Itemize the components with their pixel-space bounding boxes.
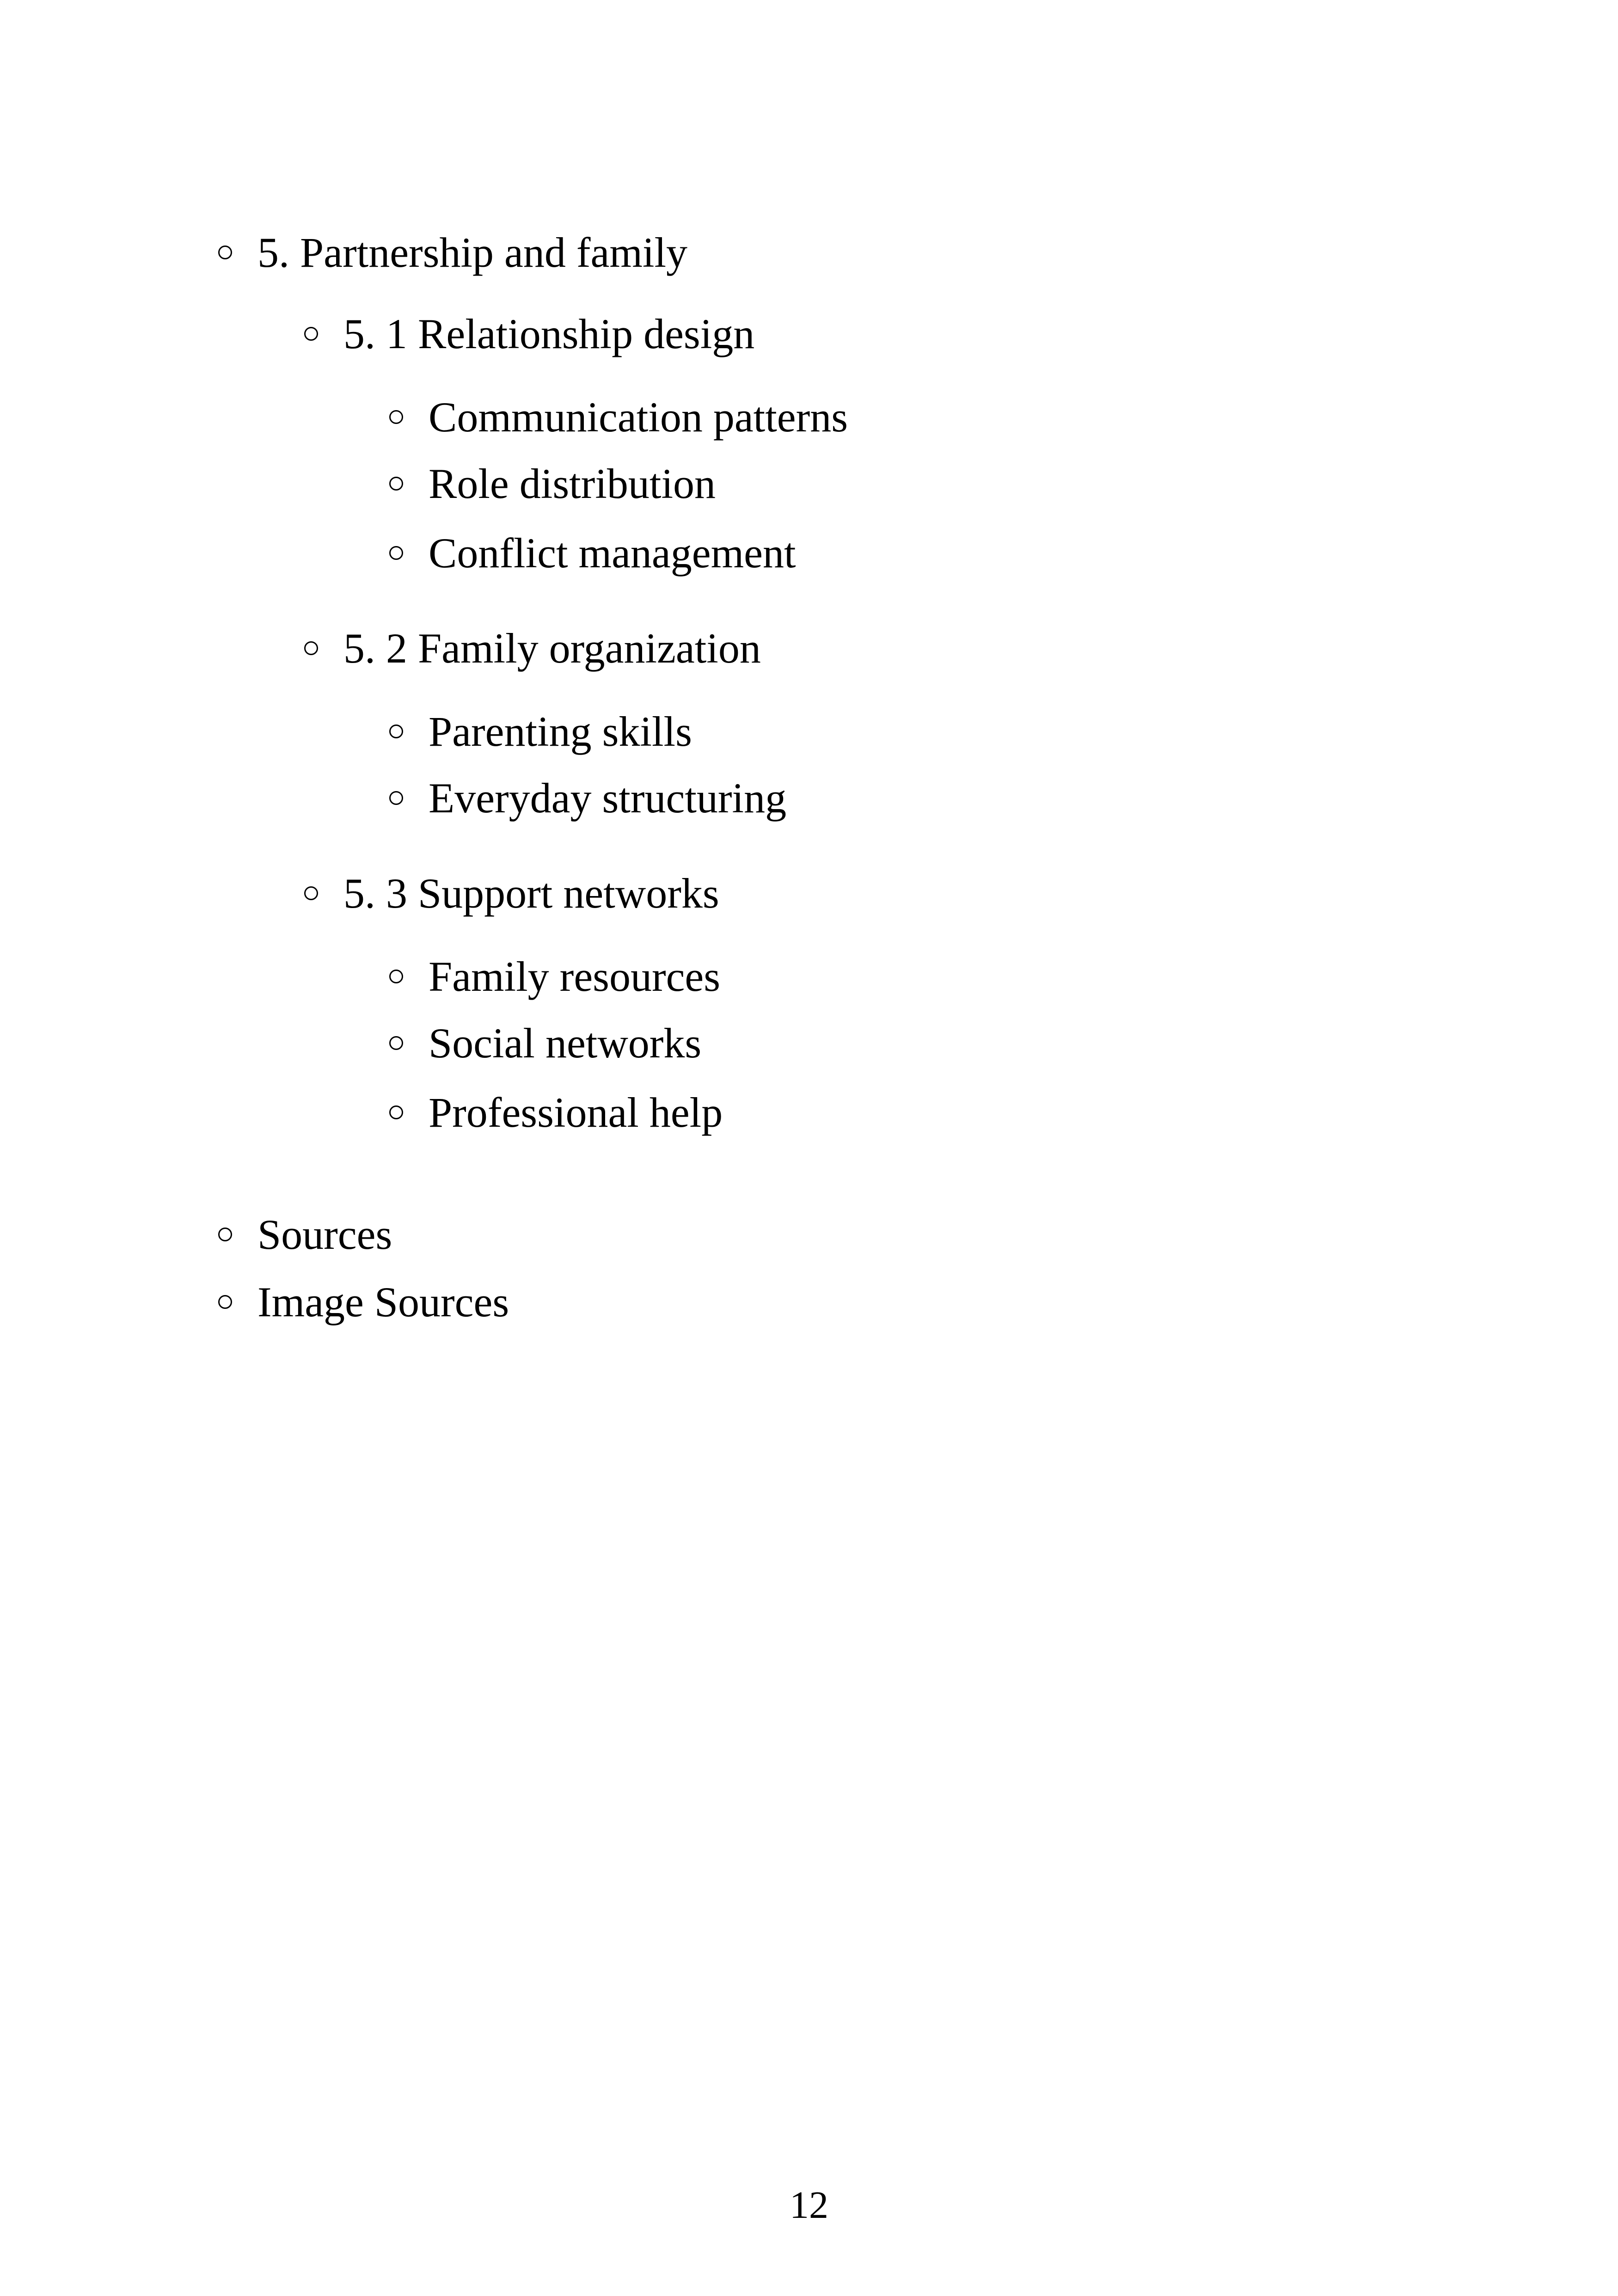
hollow-circle-bullet-icon [389, 546, 403, 560]
outline-item-label: Image Sources [257, 1278, 509, 1326]
outline-item-social-networks[interactable] [389, 1019, 702, 1067]
hollow-circle-bullet-icon [304, 886, 318, 900]
hollow-circle-bullet-icon [389, 410, 403, 424]
outline-item-section-5-2[interactable] [304, 625, 761, 672]
outline-item-communication-patterns[interactable] [389, 393, 848, 441]
hollow-circle-bullet-icon [389, 724, 403, 738]
outline-item-label: Communication patterns [429, 393, 848, 441]
hollow-circle-bullet-icon [218, 1295, 232, 1309]
outline-item-label: Parenting skills [429, 708, 692, 755]
hollow-circle-bullet-icon [389, 1105, 403, 1119]
outline-item-label: Social networks [429, 1019, 702, 1067]
outline-item-label: 5. Partnership and family [257, 229, 688, 276]
outline-item-section-5[interactable] [218, 231, 687, 274]
outline-item-label: Everyday structuring [429, 774, 787, 822]
outline-item-label: Professional help [429, 1089, 723, 1136]
page-number: 12 [790, 2184, 828, 2227]
outline-item-conflict-management[interactable] [389, 529, 796, 577]
outline-item-sources[interactable] [218, 1213, 392, 1256]
outline-item-label: Conflict management [429, 529, 796, 577]
outline-item-label: Sources [257, 1211, 392, 1258]
outline-item-image-sources[interactable] [218, 1278, 509, 1326]
outline-item-label: 5. 3 Support networks [343, 870, 719, 917]
hollow-circle-bullet-icon [218, 246, 232, 259]
outline-item-role-distribution[interactable] [389, 462, 716, 505]
outline-item-everyday-structuring[interactable] [389, 774, 787, 822]
hollow-circle-bullet-icon [389, 970, 403, 983]
outline-item-professional-help[interactable] [389, 1091, 723, 1134]
hollow-circle-bullet-icon [218, 1228, 232, 1241]
outline-item-label: 5. 1 Relationship design [343, 310, 755, 357]
hollow-circle-bullet-icon [304, 327, 318, 341]
outline-item-family-resources[interactable] [389, 955, 720, 998]
outline-item-label: 5. 2 Family organization [343, 625, 761, 672]
hollow-circle-bullet-icon [389, 477, 403, 491]
hollow-circle-bullet-icon [389, 791, 403, 805]
outline-item-section-5-3[interactable] [304, 872, 719, 915]
hollow-circle-bullet-icon [304, 641, 318, 655]
outline-item-label: Family resources [429, 953, 721, 1000]
hollow-circle-bullet-icon [389, 1036, 403, 1050]
outline-item-label: Role distribution [429, 460, 716, 507]
outline-item-parenting-skills[interactable] [389, 710, 692, 753]
outline-item-section-5-1[interactable] [304, 310, 755, 357]
